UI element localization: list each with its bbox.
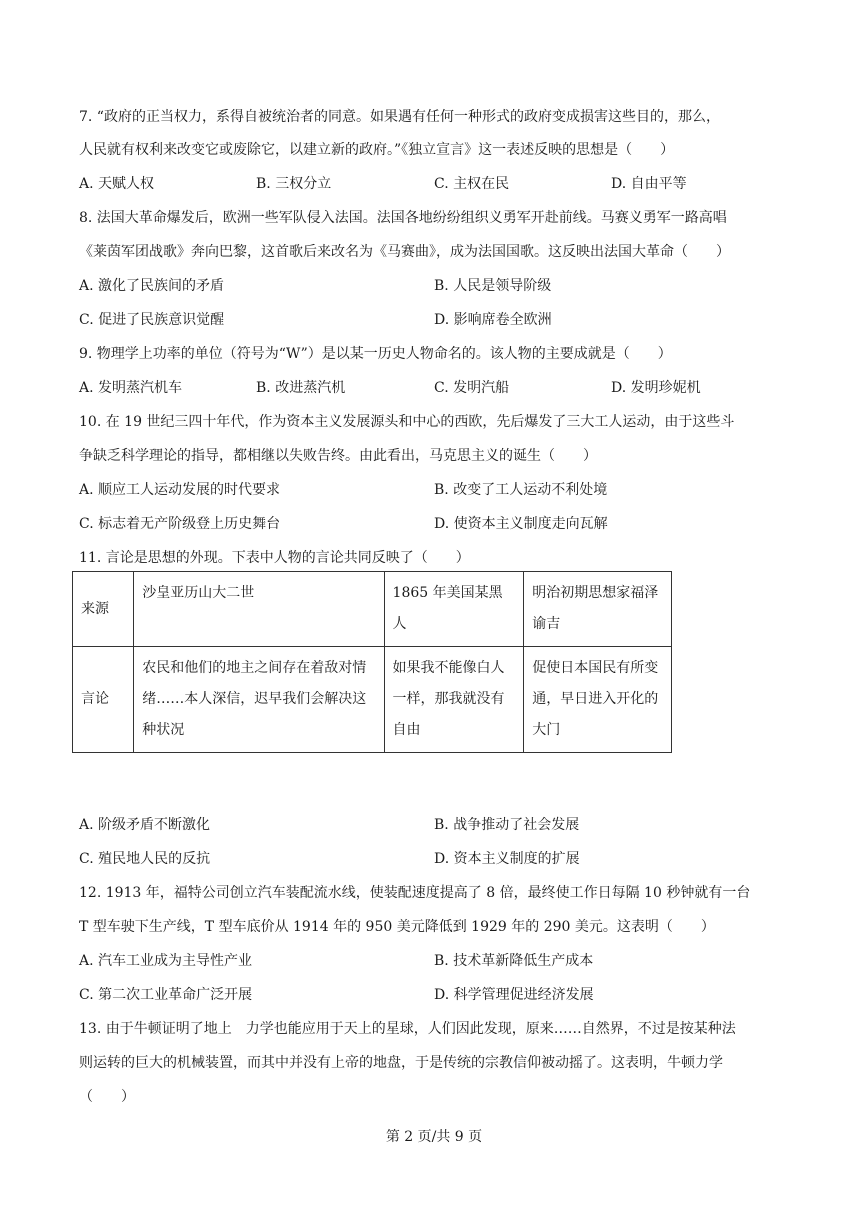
table-cell-quote-1: 农民和他们的地主之间存在着敌对情绪……本人深信，迟早我们会解决这种状况 [134,647,384,753]
q10-option-a: A. 顺应工人运动发展的时代要求 [79,482,281,498]
q9-option-b: B. 改进蒸汽机 [256,380,346,396]
q7-stem-line2: 人民就有权利来改变它或废除它，以建立新的政府。”《独立宣言》这一表述反映的思想是（ ） [79,142,675,158]
q9-option-c: C. 发明汽船 [434,380,510,396]
q12-option-d: D. 科学管理促进经济发展 [434,987,594,1003]
table-cell-header-quote: 言论 [73,647,134,753]
q13-stem-line2: 则运转的巨大的机械装置，而其中并没有上帝的地盘，于是传统的宗教信仰被动摇了。这表明，牛顿力学 [79,1055,723,1071]
q11-stem: 11. 言论是思想的外现。下表中人物的言论共同反映了（ ） [79,550,470,566]
table-cell-source-1: 沙皇亚历山大二世 [134,572,384,647]
table-row [73,647,672,753]
q11-option-b: B. 战争推动了社会发展 [434,817,580,833]
q7-option-a: A. 天赋人权 [79,176,155,192]
q12-option-c: C. 第二次工业革命广泛开展 [79,987,253,1003]
q8-stem-line2: 《莱茵军团战歌》奔向巴黎，这首歌后来改名为《马赛曲》，成为法国国歌。这反映出法国大革命（ ） [79,244,730,260]
page-footer: 第 2 页/共 9 页 [385,1129,483,1145]
q9-option-a: A. 发明蒸汽机车 [79,380,183,396]
q10-stem-line1: 10. 在 19 世纪三四十年代，作为资本主义发展源头和中心的西欧，先后爆发了三大工人运动，由于这些斗 [79,414,735,430]
q10-stem-line2: 争缺乏科学理论的指导，都相继以失败告终。由此看出，马克思主义的诞生（ ） [79,448,597,464]
q11-option-d: D. 资本主义制度的扩展 [434,851,580,867]
q10-option-b: B. 改变了工人运动不利处境 [434,482,608,498]
table-cell-source-3: 明治初期思想家福泽谕吉 [524,572,672,647]
q11-quote-table [72,571,672,753]
q12-stem-line2: T 型车驶下生产线，T 型车底价从 1914 年的 950 美元降低到 1929 年的 290 美元。这表明（ ） [79,919,715,935]
table-cell-quote-2: 如果我不能像白人一样，那我就没有自由 [384,647,524,753]
table-cell-header-source: 来源 [73,572,134,647]
q7-stem-line1: 7. “政府的正当权力，系得自被统治者的同意。如果遇有任何一种形式的政府变成损害这些目的，那么， [79,109,720,125]
q8-option-a: A. 激化了民族间的矛盾 [79,278,225,294]
q10-option-d: D. 使资本主义制度走向瓦解 [434,516,608,532]
q9-option-d: D. 发明珍妮机 [611,380,701,396]
q8-option-c: C. 促进了民族意识觉醒 [79,312,225,328]
q11-option-c: C. 殖民地人民的反抗 [79,851,211,867]
q12-option-a: A. 汽车工业成为主导性产业 [79,953,253,969]
q11-option-a: A. 阶级矛盾不断激化 [79,817,211,833]
table-cell-quote-3: 促使日本国民有所变通，早日进入开化的大门 [524,647,672,753]
q8-stem-line1: 8. 法国大革命爆发后，欧洲一些军队侵入法国。法国各地纷纷组织义勇军开赴前线。马赛义勇军一路高唱 [79,210,727,226]
q12-stem-line1: 12. 1913 年，福特公司创立汽车装配流水线，使装配速度提高了 8 倍，最终使工作日每隔 10 秒钟就有一台 [79,885,751,901]
q7-option-c: C. 主权在民 [434,176,510,192]
q8-option-b: B. 人民是领导阶级 [434,278,552,294]
q7-option-b: B. 三权分立 [256,176,332,192]
q13-stem-line1: 13. 由于牛顿证明了地上 力学也能应用于天上的星球，人们因此发现，原来……自然界，不过是按某种法 [79,1021,736,1037]
q7-option-d: D. 自由平等 [611,176,687,192]
table-cell-source-2: 1865 年美国某黑人 [384,572,524,647]
q13-stem-line3: （ ） [79,1089,135,1105]
q12-option-b: B. 技术革新降低生产成本 [434,953,594,969]
q9-stem: 9. 物理学上功率的单位（符号为“W”）是以某一历史人物命名的。该人物的主要成就是（ ） [79,346,672,362]
q8-option-d: D. 影响席卷全欧洲 [434,312,552,328]
q10-option-c: C. 标志着无产阶级登上历史舞台 [79,516,281,532]
table-row [73,572,672,647]
